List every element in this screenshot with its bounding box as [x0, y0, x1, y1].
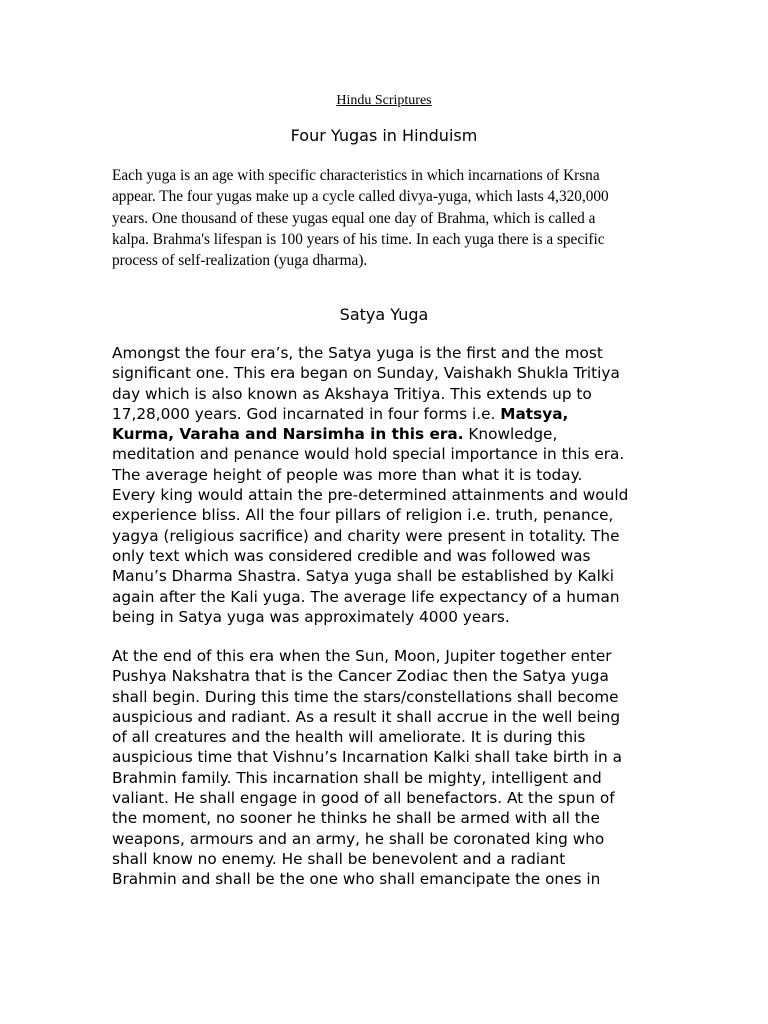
- paragraph-line: of all creatures and the health will ameliorate. It is during this: [112, 728, 586, 747]
- paragraph-line: auspicious time that Vishnu’s Incarnation Kalki shall take birth in a: [112, 748, 622, 767]
- paragraph-line: [112, 424, 712, 444]
- body-paragraph-2: [112, 646, 712, 890]
- paragraph-line: Manu’s Dharma Shastra. Satya yuga shall be established by Kalki: [112, 567, 614, 586]
- body-paragraph-1: [112, 343, 712, 627]
- paragraph-line: Brahmin family. This incarnation shall be mighty, intelligent and: [112, 768, 602, 787]
- intro-line: process of self-realization (yuga dharma).: [112, 252, 368, 270]
- intro-paragraph: [112, 165, 682, 271]
- paragraph-line: auspicious and radiant. As a result it shall accrue in the well being: [112, 707, 621, 726]
- intro-line: appear. The four yugas make up a cycle called divya-yuga, which lasts 4,320,000: [112, 188, 609, 206]
- paragraph-line: Amongst the four era’s, the Satya yuga is the first and the most: [112, 344, 603, 362]
- paragraph-line: At the end of this era when the Sun, Moon, Jupiter together enter: [112, 647, 612, 665]
- paragraph-line: [112, 404, 712, 424]
- paragraph-line: shall know no enemy. He shall be benevolent and a radiant: [112, 849, 566, 868]
- paragraph-line: only text which was considered credible and was followed was: [112, 546, 591, 565]
- paragraph-line: again after the Kali yuga. The average life expectancy of a human: [112, 587, 620, 606]
- paragraph-line: day which is also known as Akshaya Tritiya. This extends up to: [112, 384, 592, 403]
- paragraph-text: Knowledge,: [463, 425, 558, 444]
- paragraph-line: meditation and penance would hold special importance in this era.: [112, 445, 625, 464]
- paragraph-line: The average height of people was more than what it is today.: [112, 465, 583, 484]
- paragraph-line: valiant. He shall engage in good of all benefactors. At the spun of: [112, 789, 615, 808]
- document-header: Hindu Scriptures: [336, 93, 432, 108]
- paragraph-line: experience bliss. All the four pillars of religion i.e. truth, penance,: [112, 506, 614, 525]
- document-title: Four Yugas in Hinduism: [290, 126, 478, 145]
- paragraph-line: weapons, armours and an army, he shall be coronated king who: [112, 829, 605, 848]
- bold-emphasis: Matsya,: [500, 404, 569, 423]
- intro-line: Each yuga is an age with specific characteristics in which incarnations of Krsna: [112, 167, 600, 184]
- bold-emphasis: Kurma, Varaha and Narsimha in this era.: [112, 425, 464, 444]
- paragraph-line: Brahmin and shall be the one who shall emancipate the ones in: [112, 870, 601, 889]
- paragraph-text: 17,28,000 years. God incarnated in four forms i.e.: [112, 404, 501, 423]
- paragraph-line: significant one. This era began on Sunday, Vaishakh Shukla Tritiya: [112, 364, 620, 383]
- paragraph-line: shall begin. During this time the stars/constellations shall become: [112, 687, 619, 706]
- intro-line: years. One thousand of these yugas equal one day of Brahma, which is called a: [112, 209, 596, 227]
- intro-line: kalpa. Brahma's lifespan is 100 years of his time. In each yuga there is a specific: [112, 230, 605, 248]
- paragraph-line: being in Satya yuga was approximately 4000 years.: [112, 607, 510, 626]
- paragraph-line: the moment, no sooner he thinks he shall be armed with all the: [112, 809, 600, 828]
- paragraph-line: Pushya Nakshatra that is the Cancer Zodiac then the Satya yuga: [112, 667, 609, 686]
- section-heading: Satya Yuga: [339, 305, 429, 324]
- paragraph-line: Every king would attain the pre-determined attainments and would: [112, 486, 629, 505]
- paragraph-line: yagya (religious sacrifice) and charity were present in totality. The: [112, 526, 620, 545]
